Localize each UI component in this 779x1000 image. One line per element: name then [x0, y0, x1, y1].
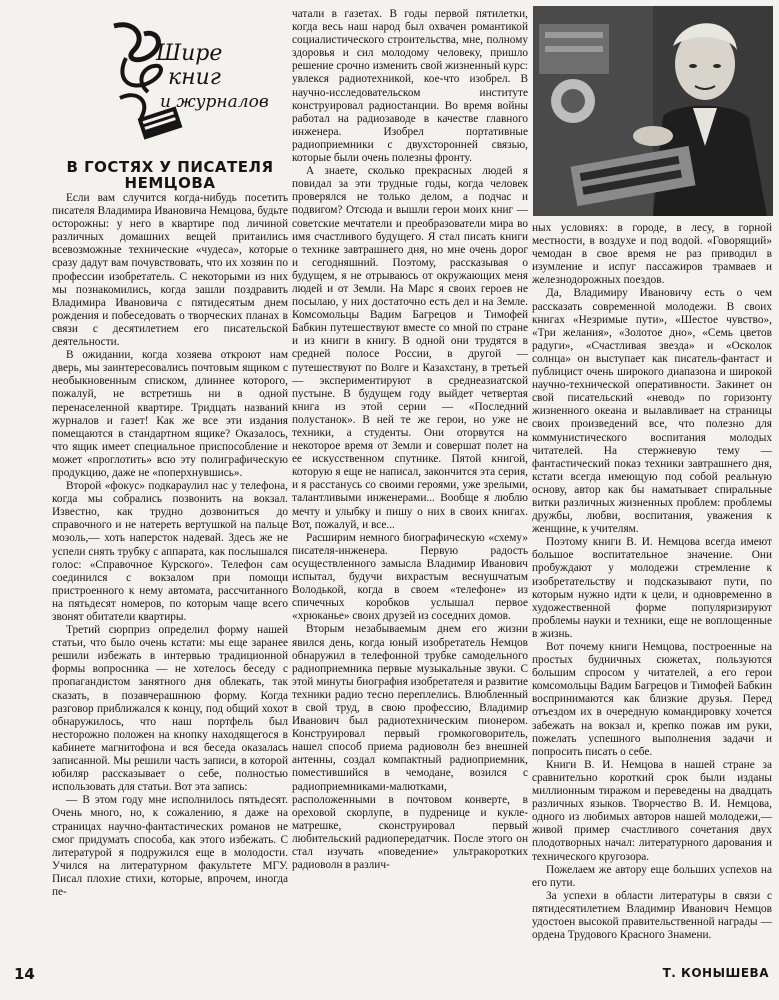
paragraph: В ожидании, когда хозяева откроют нам дверь, мы заинтересовались почтовым ящиком с необыкновенным списком, длиннее которого, пожалуй, не встретишь ни в одной перенаселенной квартире. Тридцать названий журналов и газет! Как же все эти издания помещаются в стандартном ящике? Оказалось, что ящик имеет специальное приспособление и может «проглотить» всю эту полиграфическую продукцию, даже не «поперхнувшись». [52, 349, 288, 479]
rubric-line-2: книг [168, 65, 221, 90]
rubric-line-1: Шире [156, 41, 223, 66]
rubric-line-3: и журналов [160, 92, 269, 112]
paragraph: Если вам случится когда-нибудь посетить писателя Владимира Ивановича Немцова, будьте осторожны: у него в квартире под личиной различных домашних вещей притаились всевозможные технические «чудеса», которые сразу дадут вам почувствовать, что их хозяин по профессии изобретатель. С некоторыми из них мы познакомились, когда зашли поздравить Владимира Ивановича с пятидесятым днем рождения и побеседовать о творческих планах в связи с десятилетием его писательской деятельности. [52, 192, 288, 349]
paragraph: чатали в газетах. В годы первой пятилетки, когда весь наш народ был охвачен романтикой социалистического строительства, мне, полному здоровья и сил молодому человеку, пришло решение срочно изменить свой жизненный курс: увлекся радиотехникой, кое-что изобрел. В научно-исследовательском институте конструировал радиостанции. Во время войны работал на радиозаводе в качестве главного инженера. Изобрел портативные радиоприемники с двухсторонней связью, которые были очень полезны фронту. [292, 8, 528, 165]
paragraph: Поэтому книги В. И. Немцова всегда имеют большое воспитательное значение. Они пробуждают у молодежи стремление к изобретательству и подсказывают пути, по которым нужно идти к цели, и одновременно в художественной форме популяризируют проблемы науки и техники, еще не воплощенные в жизнь. [532, 536, 772, 640]
article-column-1 [52, 192, 288, 966]
paragraph: Книги В. И. Немцова в нашей стране за сравнительно короткий срок были изданы миллионным тиражом и переведены на двадцать различных языков. Творчество В. И. Немцова, одного из любимых авторов нашей молодежи,— живой пример счастливого сочетания двух плодотворных начал: литературного дарования и технического кругозора. [532, 758, 772, 863]
page-number: 14 [14, 965, 35, 983]
paragraph: Расширим немного биографическую «схему» писателя-инженера. Первую радость осуществленного замысла Владимир Иванович испытал, будучи вихрастым веснушчатым Володькой, когда в своем «телефоне» из спичечных коробков услышал первое «хрюканье» своих друзей из соседних домов. [292, 531, 528, 623]
article-headline [52, 159, 288, 191]
paragraph: — В этом году мне исполнилось пятьдесят. Очень много, но, к сожалению, я даже на страницах научно-фантастических романов не смог придумать способа, как этого избежать. С литературой я подружился еще в молодости. Учился на литературном факультете МГУ. Писал плохие стихи, которые, впрочем, иногда пе- [52, 794, 288, 898]
headline-line-2: НЕМЦОВА [124, 174, 216, 192]
paragraph: Вторым незабываемым днем его жизни явился день, когда юный изобретатель Немцов обнаружил в телефонной трубке самодельного радиоприемника первые музыкальные звуки. С этой минуты биография изобретателя и развитие техники радио тесно переплелись. Влюбленный в свой труд, в свою профессию, Владимир Иванович был радиотехническим пионером. Конструировал первый громкоговоритель, нашел способ приема радиоволн без внешней антенны, создал компактный радиоприемник, поместившийся в чемодане, возился с радиоприемниками-малютками, расположенными в почтовом конверте, в ореховой скорлупе, в пудренице и кукле-матрешке, сконструировал первый любительский радиопередатчик. После этого он стал изучать «поведение» ультракоротких радиоволн в различ- [292, 623, 528, 872]
rubric-logo [106, 12, 286, 152]
paragraph: За успехи в области литературы в связи с пятидесятилетием Владимир Иванович Немцов удостоен высокой правительственной награды — ордена Трудового Красного Знамени. [532, 889, 772, 942]
headline-line-1: В ГОСТЯХ У ПИСАТЕЛЯ [66, 158, 274, 176]
article-column-3 [532, 222, 772, 966]
paragraph: Вот почему книги Немцова, построенные на простых будничных сюжетах, пользуются большим спросом у читателей, а его герои комсомольцы Вадим Багрецов и Тимофей Бабкин воспринимаются как близкие друзья. Перед отъездом их в очередную командировку хочется забежать на вокзал и, крепко пожав им руки, пожелать успешного выполнения задачи и попросить писать о себе. [532, 641, 772, 758]
rubric-title [156, 42, 269, 114]
writer-portrait-photo [533, 6, 773, 216]
paragraph: А знаете, сколько прекрасных людей я повидал за эти трудные годы, когда человек проверялся не только делом, а подчас и подвигом? Отсюда и вышли герои моих книг — советские мечтатели и преобразователи мира во имя счастливого будущего. Я стал писать книги о технике завтрашнего дня, но мне очень дорог и сегодняшний. Поэтому, рассказывая о будущем, я не отрываюсь от окружающих меня людей и от Земли. На Марс я своих героев не посылаю, у них достаточно есть дел и на Земле. Комсомольцы Вадим Багрецов и Тимофей Бабкин путешествуют вместе со мной по стране и из книги в книгу. В одной они трудятся в средней полосе России, в другой — путешествуют по Волге и Казахстану, в третьей — экспериментируют в среднеазиатской пустыне. В будущем году выйдет четвертая книга из этой серии — «Последний полустанок». В ней те же герои, но уже не техники, а студенты. Они оторвутся на некоторое время от Земли и совершат полет на ее искусственном спутнике. Пятой книгой, которую я еще не написал, закончится эта серия, и я расстанусь со своими героями, уже зрелыми, талантливыми инженерами... Вообще я люблю мечту и улыбку и пишу о них в своих книгах. Вот, пожалуй, и все... [292, 165, 528, 531]
paragraph: Второй «фокус» подкараулил нас у телефона, когда мы собрались позвонить на вокзал. Известно, как трудно дозвониться до справочного и не натереть вертушкой на пальце мозоль,— хоть наперсток надевай. Здесь же не успели снять трубку с аппарата, как послышался голос: «Справочное Курского». Телефон сам соединился с вокзалом при помощи пристроенного к нему автомата, рассчитанного на пятьдесят номеров, по которым чаще всего звонят обитатели квартиры. [52, 480, 288, 623]
photo-illustration-icon [533, 6, 773, 216]
paragraph: Третий сюрприз определил форму нашей статьи, что было очень кстати: мы еще заранее решили избежать в интервью традиционной формы вопросника — не хотелось беседу с пропагандистом занятного дня облекать, так сказать, в позавчерашнюю форму. Когда разговор приближался к концу, под общий хохот обнаружилось, что наш портфель был несторожно положен на кнопку находящегося в кабинете магнитофона и вся беседа оказалась записанной. Мы решили часть записи, в которой юбиляр рассказывает о себе, полностью использовать для статьи. Вот эта запись: [52, 624, 288, 794]
paragraph: Да, Владимиру Ивановичу есть о чем рассказать современной молодежи. В своих книгах «Незримые пути», «Шестое чувство», «Три желания», «Золотое дно», «Семь цветов радуги», «Счастливая звезда» и «Осколок солнца» он выступает как писатель-фантаст и публицист очень широкого диапазона и широкой научно-технической оперативности. Закинет он свой писательский «невод» по горизонту жизненного океана и вылавливает на страницы своих произведений все, что полезно для коммунистического воспитания молодых читателей. На стержневую тему — фантастический показ техники завтрашнего дня, кстати всегда имеющую под собой реальную основу, автор как бы наматывает спиральные витки различных жизненных проблем: проблемы дружбы, любви, воспитания, уважения к женщине, к учителям. [532, 287, 772, 536]
paragraph: Пожелаем же автору еще больших успехов на его пути. [532, 863, 772, 889]
author-signature: Т. КОНЫШЕВА [662, 966, 769, 980]
paragraph: ных условиях: в городе, в лесу, в горной местности, в воздухе и под водой. «Говорящий» чемодан в свое время не раз приводил в изумление и испуг пассажиров трамваев и железнодорожных поездов. [532, 222, 772, 287]
article-column-2 [292, 8, 528, 966]
